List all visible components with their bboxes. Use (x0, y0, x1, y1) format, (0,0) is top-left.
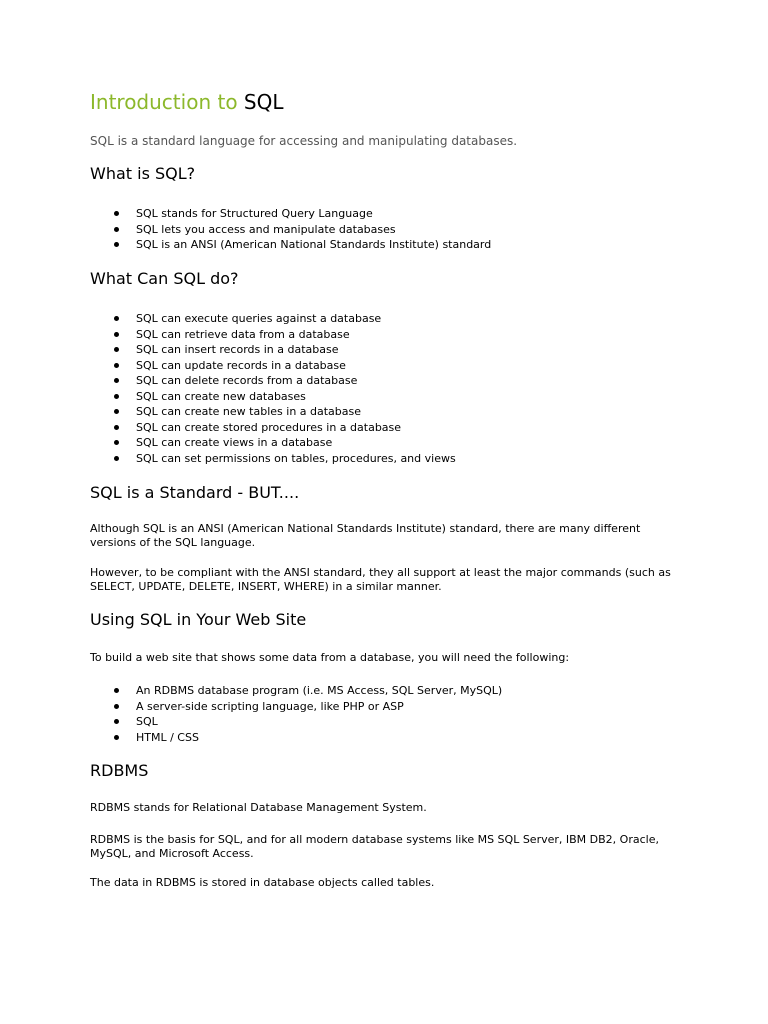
list-item-text: SQL lets you access and manipulate databases (136, 222, 396, 236)
list-item-text: SQL can insert records in a database (136, 343, 339, 356)
rdbms-paragraph-3: The data in RDBMS is stored in database objects called tables. (90, 876, 435, 889)
rdbms-paragraph-1: RDBMS stands for Relational Database Management System. (90, 801, 427, 814)
standard-paragraph-1: Although SQL is an ANSI (American National Standards Institute) standard, there are many different versions of the SQL language. (90, 522, 641, 549)
list-item-text: A server-side scripting language, like PHP or ASP (136, 699, 404, 713)
list-item-text: SQL can update records in a database (136, 358, 346, 372)
bullet-icon (114, 704, 119, 709)
list-item-text: SQL can delete records from a database (136, 374, 358, 387)
page-title (90, 90, 284, 114)
list-item (90, 683, 502, 699)
bullet-icon (114, 735, 119, 740)
bullet-icon (114, 242, 119, 247)
bullet-icon (114, 332, 119, 337)
list-item-text: SQL can execute queries against a database (136, 312, 382, 325)
web-site-requirements-list (90, 683, 502, 745)
list-item-text: SQL can create stored procedures in a database (136, 420, 402, 434)
bullet-icon (114, 227, 119, 232)
heading-sql-standard: SQL is a Standard - BUT.... (90, 483, 300, 502)
list-item (90, 714, 502, 730)
heading-using-sql-web-site: Using SQL in Your Web Site (90, 610, 307, 629)
bullet-icon (114, 211, 119, 216)
bullet-icon (114, 688, 119, 693)
list-item-text: HTML / CSS (136, 730, 199, 744)
list-item-text: SQL stands for Structured Query Language (136, 207, 373, 220)
list-item-text: SQL can create new tables in a database (136, 405, 362, 418)
bullet-icon (114, 347, 119, 352)
list-item-text: SQL is an ANSI (American National Standards Institute) standard (136, 238, 492, 251)
web-site-paragraph: To build a web site that shows some data from a database, you will need the following: (90, 651, 570, 664)
list-item-text: An RDBMS database program (i.e. MS Access, SQL Server, MySQL) (136, 684, 503, 697)
bullet-icon (114, 394, 119, 399)
bullet-icon (114, 409, 119, 414)
list-item (90, 342, 456, 358)
list-item (90, 730, 502, 746)
list-item (90, 435, 456, 451)
bullet-icon (114, 440, 119, 445)
heading-what-can-sql-do: What Can SQL do? (90, 269, 239, 288)
list-item (90, 373, 456, 389)
list-item (90, 311, 456, 327)
what-is-sql-list (90, 206, 491, 253)
list-item (90, 222, 491, 238)
list-item (90, 404, 456, 420)
list-item-text: SQL can set permissions on tables, procedures, and views (136, 451, 456, 465)
list-item (90, 699, 502, 715)
list-item (90, 327, 456, 343)
list-item (90, 389, 456, 405)
heading-what-is-sql: What is SQL? (90, 164, 196, 183)
bullet-icon (114, 456, 119, 461)
list-item-text: SQL can retrieve data from a database (136, 327, 350, 341)
bullet-icon (114, 316, 119, 321)
title-strong: SQL (243, 90, 284, 114)
bullet-icon (114, 363, 119, 368)
list-item (90, 358, 456, 374)
list-item-text: SQL (136, 715, 158, 728)
list-item (90, 206, 491, 222)
intro-text: SQL is a standard language for accessing and manipulating databases. (90, 134, 518, 148)
list-item (90, 451, 456, 467)
list-item-text: SQL can create new databases (136, 389, 306, 403)
what-can-sql-do-list (90, 311, 456, 466)
bullet-icon (114, 719, 119, 724)
standard-paragraph-2: However, to be compliant with the ANSI standard, they all support at least the major commands (such as SELECT, UPDATE, DELETE, INSERT, WHERE) in a similar manner. (90, 566, 671, 593)
heading-rdbms: RDBMS (90, 761, 149, 780)
list-item (90, 420, 456, 436)
list-item-text: SQL can create views in a database (136, 436, 333, 449)
rdbms-paragraph-2: RDBMS is the basis for SQL, and for all modern database systems like MS SQL Server, IBM DB2, Oracle, MySQL, and Microsoft Access. (90, 833, 659, 860)
title-lead: Introduction to (90, 90, 238, 114)
bullet-icon (114, 378, 119, 383)
list-item (90, 237, 491, 253)
bullet-icon (114, 425, 119, 430)
